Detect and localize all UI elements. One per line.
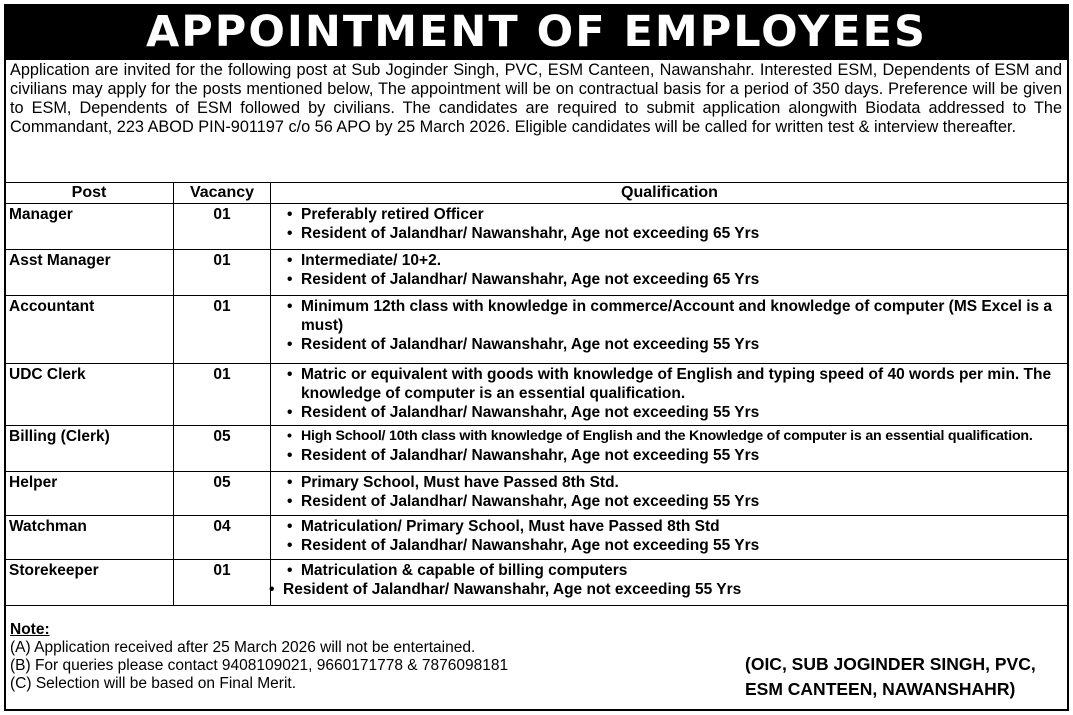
vacancy-cell: 01 — [174, 204, 271, 250]
vacancy-cell: 05 — [174, 472, 271, 516]
vacancy-cell: 01 — [174, 560, 271, 606]
qualification-item: • Resident of Jalandhar/ Nawanshahr, Age not exceeding 55 Yrs — [269, 580, 1064, 599]
issuing-authority — [745, 652, 1036, 702]
intro-paragraph — [10, 61, 1062, 137]
authority-line: ESM CANTEEN, NAWANSHAHR) — [745, 679, 1016, 699]
qualification-cell — [271, 250, 1069, 296]
table-row — [5, 250, 1069, 296]
table-row — [5, 560, 1069, 606]
post-cell: UDC Clerk — [5, 364, 174, 426]
vacancy-table — [4, 182, 1069, 606]
post-cell: Manager — [5, 204, 174, 250]
authority-line: (OIC, SUB JOGINDER SINGH, PVC, — [745, 654, 1036, 674]
header-qualification: Qualification — [271, 183, 1069, 204]
qualification-item: • High School/ 10th class with knowledge of English and the Knowledge of computer is an essential qualification. — [287, 427, 1064, 446]
vacancy-cell: 01 — [174, 296, 271, 364]
qualification-item: • Resident of Jalandhar/ Nawanshahr, Age not exceeding 55 Yrs — [287, 446, 1064, 465]
page-title: APPOINTMENT OF EMPLOYEES — [4, 4, 1069, 60]
table-row — [5, 472, 1069, 516]
qualification-cell — [271, 472, 1069, 516]
post-cell: Billing (Clerk) — [5, 426, 174, 472]
intro-text: Application are invited for the following post at Sub Joginder Singh, PVC, ESM Canteen, Nawanshahr. Interested ESM, Dependents of ESM and civilians may apply for the posts mentioned below, The appointment will be on contractual basis for a period of 350 days. Preference will be given to ESM, Dependents of ESM followed by civilians. The candidates are required to submit application alongwith Biodata addressed to The Commandant, 223 ABOD PIN-901197 c/o 56 APO by 25 March 2026. Eligible candidates will be called for written test & interview thereafter. — [10, 61, 1062, 136]
vacancy-cell: 01 — [174, 250, 271, 296]
qualification-item: • Primary School, Must have Passed 8th Std. — [287, 473, 1064, 492]
qualification-cell — [271, 426, 1069, 472]
qualification-cell — [271, 516, 1069, 560]
note-item: (C) Selection will be based on Final Merit. — [10, 675, 297, 692]
qualification-item: • Resident of Jalandhar/ Nawanshahr, Age not exceeding 55 Yrs — [287, 536, 1064, 555]
note-item: (A) Application received after 25 March 2026 will not be entertained. — [10, 639, 476, 656]
qualification-item: • Resident of Jalandhar/ Nawanshahr, Age not exceeding 55 Yrs — [287, 335, 1064, 354]
qualification-cell — [271, 296, 1069, 364]
qualification-item: • Matriculation/ Primary School, Must have Passed 8th Std — [287, 517, 1064, 536]
vacancy-cell: 04 — [174, 516, 271, 560]
note-item: (B) For queries please contact 9408109021, 9660171778 & 7876098181 — [10, 657, 509, 674]
qualification-cell — [271, 560, 1069, 606]
table-header-row — [5, 183, 1069, 204]
note-section — [10, 621, 508, 693]
qualification-item: • Minimum 12th class with knowledge in commerce/Account and knowledge of computer (MS Excel is a must) — [287, 297, 1064, 335]
qualification-item: • Preferably retired Officer — [287, 205, 1064, 224]
header-post: Post — [5, 183, 174, 204]
post-cell: Asst Manager — [5, 250, 174, 296]
post-cell: Watchman — [5, 516, 174, 560]
qualification-item: • Resident of Jalandhar/ Nawanshahr, Age not exceeding 55 Yrs — [287, 492, 1064, 511]
table-row — [5, 426, 1069, 472]
table-row — [5, 516, 1069, 560]
post-cell: Accountant — [5, 296, 174, 364]
vacancy-cell: 05 — [174, 426, 271, 472]
qualification-item: • Resident of Jalandhar/ Nawanshahr, Age not exceeding 65 Yrs — [287, 270, 1064, 289]
vacancy-cell: 01 — [174, 364, 271, 426]
qualification-item: • Resident of Jalandhar/ Nawanshahr, Age not exceeding 65 Yrs — [287, 224, 1064, 243]
qualification-item: • Matric or equivalent with goods with knowledge of English and typing speed of 40 words per min. The knowledge of computer is an essential qualification. — [287, 365, 1064, 403]
table-row — [5, 204, 1069, 250]
table-row — [5, 296, 1069, 364]
qualification-item: • Intermediate/ 10+2. — [287, 251, 1064, 270]
qualification-item: • Matriculation & capable of billing computers — [287, 561, 1064, 580]
table-row — [5, 364, 1069, 426]
qualification-cell — [271, 204, 1069, 250]
post-cell: Storekeeper — [5, 560, 174, 606]
note-title: Note: — [10, 621, 50, 638]
post-cell: Helper — [5, 472, 174, 516]
qualification-item: • Resident of Jalandhar/ Nawanshahr, Age not exceeding 55 Yrs — [287, 403, 1064, 422]
qualification-cell — [271, 364, 1069, 426]
header-vacancy: Vacancy — [174, 183, 271, 204]
